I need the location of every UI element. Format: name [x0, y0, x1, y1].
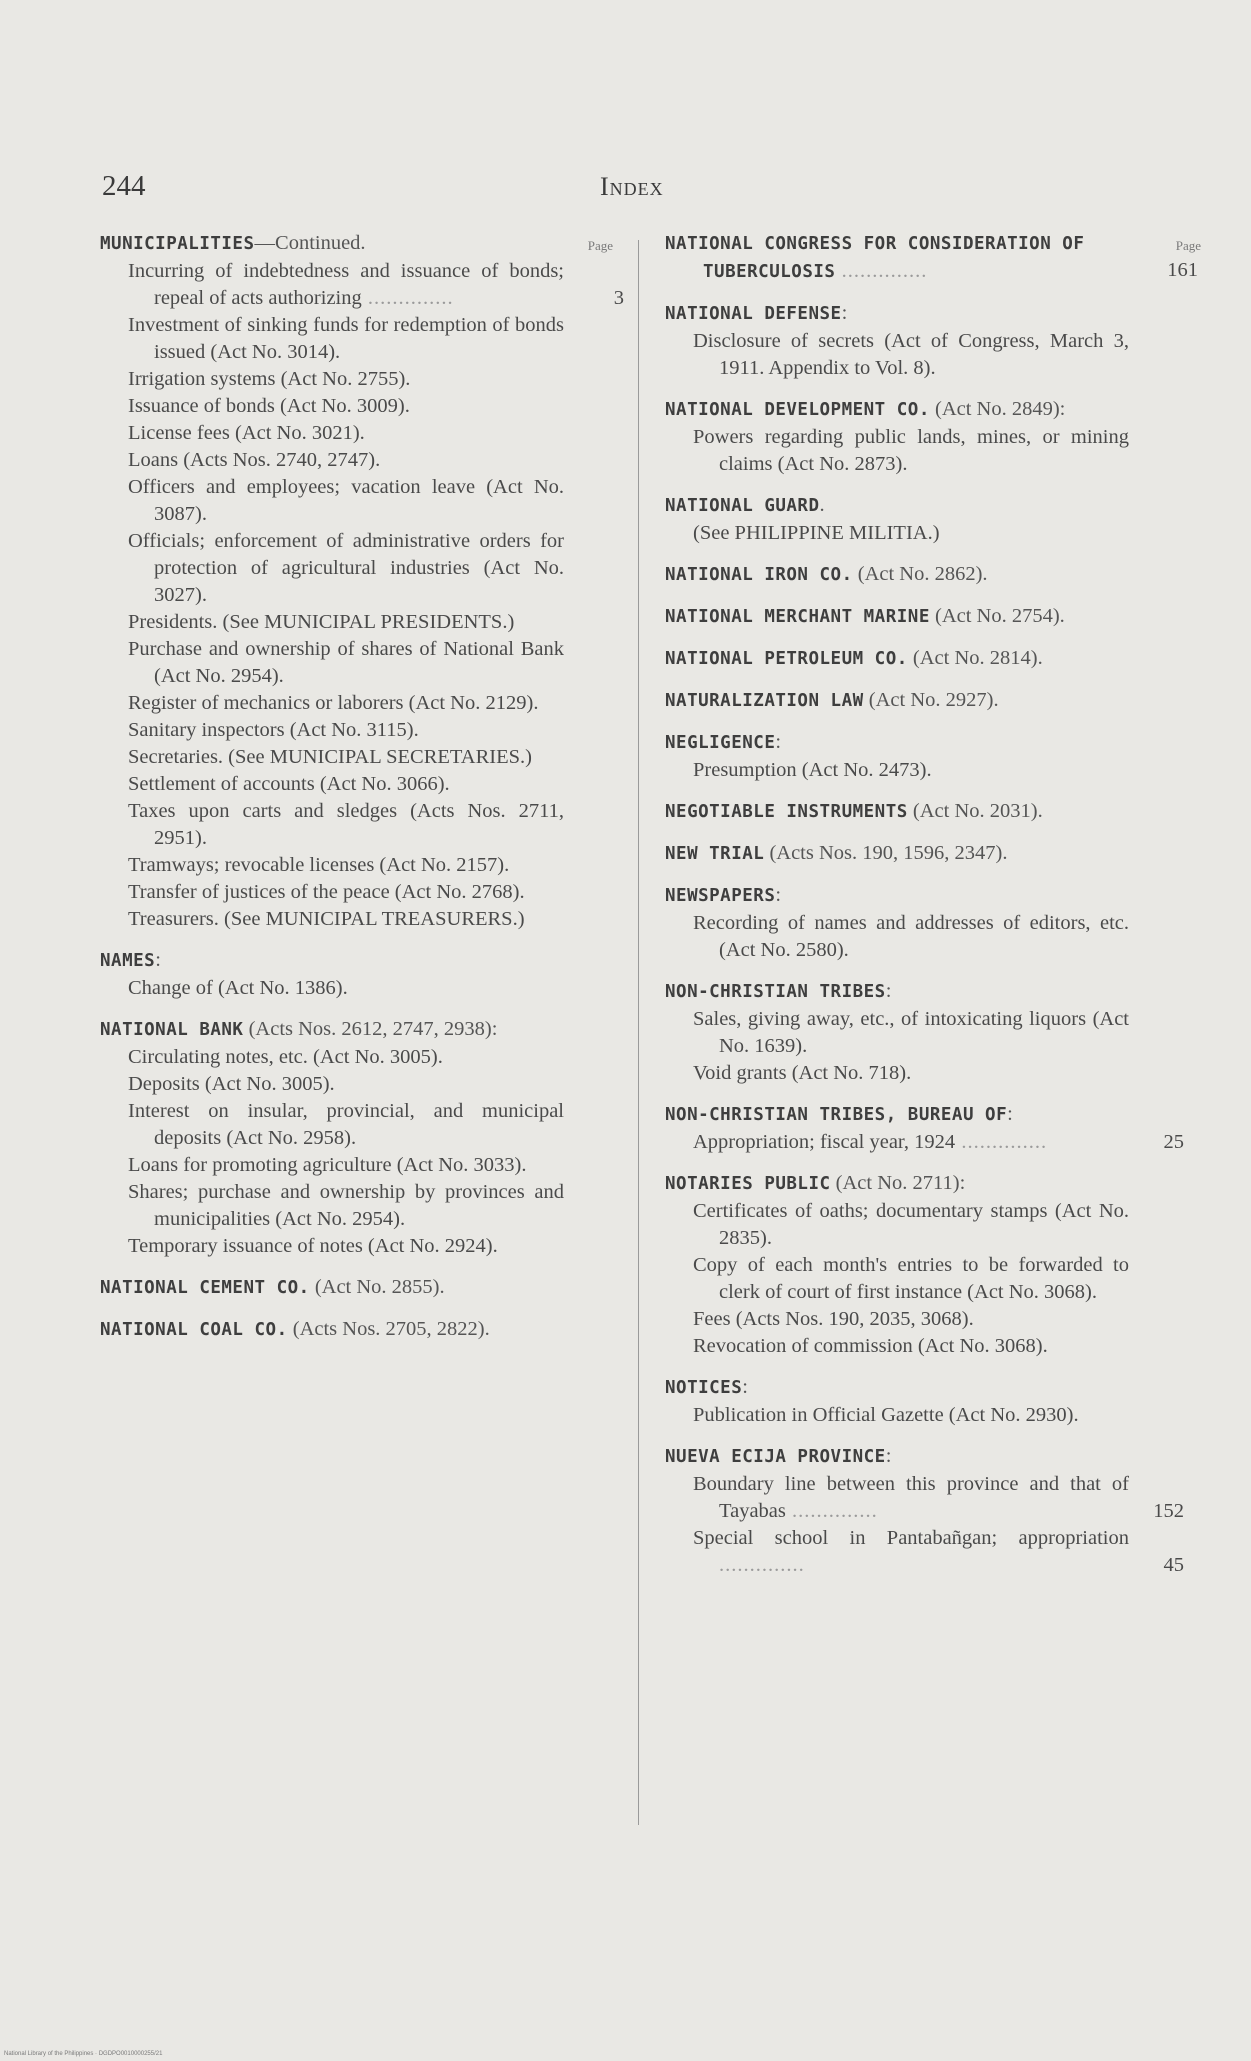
subentry: Void grants (Act No. 718).: [693, 1062, 912, 1084]
subentry-with-page: [665, 1129, 1184, 1156]
subentry-with-page: [665, 1525, 1184, 1579]
entry-heading-line: [665, 603, 1143, 631]
entry-heading-suffix: (Acts Nos. 190, 1596, 2347).: [764, 842, 1008, 864]
entry-heading: NATIONAL CEMENT CO.: [100, 1278, 310, 1298]
entry-heading-line: [665, 492, 1143, 520]
subentry: Certificates of oaths; documentary stamps (Act No. 2835).: [693, 1200, 1129, 1249]
entry-heading-suffix: .: [819, 494, 825, 516]
leader-dots: ..............: [955, 1131, 1048, 1153]
index-entry: [665, 798, 1195, 826]
page-number: 244: [102, 170, 146, 202]
subentry: Taxes upon carts and sledges (Acts Nos. 2711, 2951).: [128, 800, 564, 849]
subentry: Publication in Official Gazette (Act No. 2930).: [693, 1404, 1079, 1426]
entry-heading-line: [665, 396, 1143, 424]
subentry: Presumption (Act No. 2473).: [693, 759, 932, 781]
entry-heading-line: [665, 645, 1143, 673]
leader-dots: ..............: [835, 260, 928, 282]
entry-heading-line: [665, 798, 1143, 826]
subentry: Investment of sinking funds for redemption of bonds issued (Act No. 3014).: [128, 314, 564, 363]
entry-heading-line: [100, 230, 578, 258]
subentry: Officers and employees; vacation leave (Act No. 3087).: [128, 476, 564, 525]
entry-heading-suffix: (Act No. 2855).: [309, 1276, 445, 1298]
entry-heading-suffix: (Act No. 2814).: [907, 647, 1043, 669]
index-entry: [665, 1101, 1195, 1156]
index-entry: [100, 230, 624, 933]
entry-heading-line: [665, 978, 1143, 1006]
index-entry: [665, 729, 1195, 784]
entry-heading: NAMES: [100, 951, 156, 971]
entry-heading-line: [665, 561, 1143, 589]
right-column: [665, 230, 1201, 1593]
entry-heading-suffix: (Act No. 2754).: [929, 605, 1065, 627]
page-reference: 3: [613, 287, 624, 309]
entry-heading: NON-CHRISTIAN TRIBES: [665, 982, 886, 1002]
entry-heading: NEGOTIABLE INSTRUMENTS: [665, 802, 908, 822]
leader-dots: ..............: [719, 1554, 805, 1576]
entry-heading: NATIONAL DEVELOPMENT CO.: [665, 400, 930, 420]
page-reference: 152: [1153, 1500, 1184, 1522]
index-entry: [665, 645, 1195, 673]
entry-heading-suffix: (Acts Nos. 2705, 2822).: [287, 1318, 490, 1340]
index-entry: [665, 1443, 1195, 1579]
entry-heading-line: [100, 1016, 578, 1044]
subentry: Revocation of commission (Act No. 3068).: [693, 1335, 1048, 1357]
index-entry: [100, 1316, 605, 1344]
entry-heading-line: [665, 1374, 1143, 1402]
page-reference: 45: [1163, 1554, 1184, 1576]
index-entry: [665, 978, 1195, 1087]
entry-heading-suffix: (Acts Nos. 2612, 2747, 2938):: [243, 1018, 498, 1040]
index-entry: [665, 300, 1195, 382]
subentry: Recording of names and addresses of editors, etc. (Act No. 2580).: [693, 912, 1129, 961]
subentry: Settlement of accounts (Act No. 3066).: [128, 773, 450, 795]
entry-heading-suffix: (Act No. 2711):: [830, 1172, 966, 1194]
index-entry: [100, 947, 605, 1002]
entry-heading-suffix: (Act No. 2031).: [907, 800, 1043, 822]
index-entry: [665, 561, 1195, 589]
entry-heading-suffix: :: [155, 949, 161, 971]
entry-heading: NATIONAL GUARD: [665, 496, 820, 516]
entry-heading-suffix: :: [1007, 1103, 1013, 1125]
entry-heading: NATURALIZATION LAW: [665, 691, 864, 711]
subentry: Powers regarding public lands, mines, or mining claims (Act No. 2873).: [693, 426, 1129, 475]
page-column-label: Page: [1175, 238, 1201, 253]
entry-heading-suffix: (Act No. 2849):: [929, 398, 1066, 420]
subentry: Shares; purchase and ownership by provinces and municipalities (Act No. 2954).: [128, 1181, 564, 1230]
entry-heading-line: [665, 729, 1143, 757]
index-entry: [100, 1016, 605, 1260]
subentry: Change of (Act No. 1386).: [128, 977, 348, 999]
entry-heading: NON-CHRISTIAN TRIBES, BUREAU OF: [665, 1105, 1008, 1125]
subentry: Officials; enforcement of administrative orders for protection of agricultural industries (Act No. 3027).: [128, 530, 564, 606]
subentry-text: Boundary line between this province and that of Tayabas: [693, 1473, 1129, 1522]
subentry: Interest on insular, provincial, and municipal deposits (Act No. 2958).: [128, 1100, 564, 1149]
page-column-label: Page: [587, 238, 613, 253]
subentry: License fees (Act No. 3021).: [128, 422, 365, 444]
index-entry: [665, 492, 1195, 547]
entry-heading-line: [100, 947, 578, 975]
entry-heading: NOTARIES PUBLIC: [665, 1174, 831, 1194]
entry-heading-suffix: :: [775, 884, 782, 906]
entry-heading-line: [665, 840, 1143, 868]
subentry: Circulating notes, etc. (Act No. 3005).: [128, 1046, 443, 1068]
subentry: Tramways; revocable licenses (Act No. 2157).: [128, 854, 510, 876]
entry-heading-suffix: (Act No. 2862).: [852, 563, 988, 585]
entry-heading: NATIONAL CONGRESS FOR CONSIDERATION OF TUBERCULOSIS: [665, 234, 1085, 282]
page-reference: 25: [1163, 1131, 1184, 1153]
entry-heading: NATIONAL BANK: [100, 1020, 244, 1040]
subentry: Transfer of justices of the peace (Act No. 2768).: [128, 881, 525, 903]
subentry: Disclosure of secrets (Act of Congress, March 3, 1911. Appendix to Vol. 8).: [693, 330, 1129, 379]
entry-heading: NATIONAL DEFENSE: [665, 304, 842, 324]
index-entry: [100, 1274, 605, 1302]
subentry-text: Special school in Pantabañgan; appropriation: [693, 1527, 1129, 1549]
subentry: Deposits (Act No. 3005).: [128, 1073, 335, 1095]
entry-heading-suffix: :: [885, 980, 892, 1002]
entry-heading: NEWSPAPERS: [665, 886, 776, 906]
leader-dots: ..............: [785, 1500, 878, 1522]
index-entry: [665, 603, 1195, 631]
running-head: Index: [600, 172, 664, 201]
page-reference: 161: [1167, 259, 1198, 281]
subentry: Loans (Acts Nos. 2740, 2747).: [128, 449, 381, 471]
index-entry: [665, 396, 1195, 478]
left-column: [100, 230, 624, 1358]
entry-heading: NATIONAL MERCHANT MARINE: [665, 607, 930, 627]
entry-heading-suffix: :: [841, 302, 848, 324]
subentry: (See PHILIPPINE MILITIA.): [693, 522, 940, 544]
entry-heading: NEW TRIAL: [665, 844, 765, 864]
entry-heading: NOTICES: [665, 1378, 743, 1398]
subentry: Copy of each month's entries to be forwarded to clerk of court of first instance (Act No. 3068).: [693, 1254, 1129, 1303]
subentry-text: Incurring of indebtedness and issuance of bonds; repeal of acts authorizing: [128, 260, 564, 309]
subentry: Irrigation systems (Act No. 2755).: [128, 368, 411, 390]
entry-heading-line: [665, 1101, 1143, 1129]
subentry: Register of mechanics or laborers (Act No. 2129).: [128, 692, 539, 714]
subentry: Treasurers. (See MUNICIPAL TREASURERS.): [128, 908, 525, 930]
entry-heading: NEGLIGENCE: [665, 733, 776, 753]
entry-heading-line: [665, 1443, 1143, 1471]
entry-heading-line: [100, 1316, 578, 1344]
entry-heading-line: [665, 300, 1143, 328]
subentry: Temporary issuance of notes (Act No. 2924).: [128, 1235, 498, 1257]
subentry-text: Appropriation; fiscal year, 1924: [693, 1131, 956, 1153]
index-entry: [665, 840, 1195, 868]
column-rule: [638, 240, 639, 1825]
subentry: Issuance of bonds (Act No. 3009).: [128, 395, 410, 417]
subentry: Sanitary inspectors (Act No. 3115).: [128, 719, 419, 741]
entry-heading: NATIONAL COAL CO.: [100, 1320, 288, 1340]
subentry-with-page: [100, 258, 624, 312]
scan-footer: National Library of the Philippines · DGDPO0010000255/21: [4, 2051, 163, 2057]
entry-heading-suffix: :: [775, 731, 782, 753]
entry-heading-suffix: —Continued.: [254, 232, 366, 254]
subentry: Presidents. (See MUNICIPAL PRESIDENTS.): [128, 611, 515, 633]
subentry-with-page: [665, 1471, 1184, 1525]
entry-heading-line: [665, 687, 1143, 715]
entry-heading-suffix: :: [742, 1376, 748, 1398]
index-entry: [665, 1170, 1195, 1360]
entry-heading: NATIONAL PETROLEUM CO.: [665, 649, 908, 669]
index-entry: [665, 1374, 1195, 1429]
entry-heading: NATIONAL IRON CO.: [665, 565, 853, 585]
entry-heading-suffix: (Act No. 2927).: [863, 689, 999, 711]
leader-dots: ..............: [361, 287, 454, 309]
entry-heading-line: [665, 882, 1143, 910]
entry-heading-line: [665, 1170, 1143, 1198]
subentry: Fees (Acts Nos. 190, 2035, 3068).: [693, 1308, 974, 1330]
entry-heading-suffix: :: [885, 1445, 892, 1467]
subentry: Purchase and ownership of shares of National Bank (Act No. 2954).: [128, 638, 564, 687]
entry-heading-line: [100, 1274, 578, 1302]
index-entry: [665, 687, 1195, 715]
entry-heading: MUNICIPALITIES: [100, 234, 255, 254]
index-entry: [665, 230, 1198, 286]
subentry: Sales, giving away, etc., of intoxicating liquors (Act No. 1639).: [693, 1008, 1129, 1057]
index-entry: [665, 882, 1195, 964]
entry-heading: NUEVA ECIJA PROVINCE: [665, 1447, 886, 1467]
subentry: Loans for promoting agriculture (Act No. 3033).: [128, 1154, 527, 1176]
subentry: Secretaries. (See MUNICIPAL SECRETARIES.): [128, 746, 532, 768]
